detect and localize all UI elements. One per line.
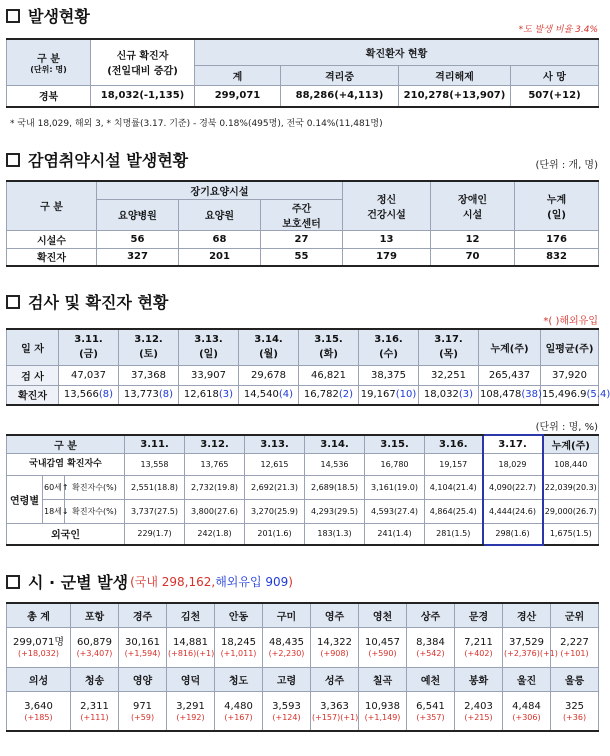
date-label: 3.16. [374, 334, 403, 346]
cell-tests: 29,678 [239, 365, 299, 385]
header-unit-label: (단위: 명) [30, 65, 67, 75]
label-18-under: 18세↓ [43, 499, 65, 523]
region-cell [455, 627, 503, 667]
region-increase: (+2,376)(+1) [504, 649, 558, 658]
foreign-value: (8) [98, 389, 114, 401]
cell-new-cases: 18,032(-1,135) [91, 85, 195, 107]
header-date: 3.12. [185, 435, 245, 453]
region-total: 325 [564, 700, 585, 712]
weekday-label: (토) [139, 349, 158, 361]
cell-domestic-highlight: 18,029 [483, 453, 543, 475]
region-name: 경산 [503, 603, 551, 627]
confirmed-value: 13,773 [123, 389, 159, 401]
header-cumulative: 확진환자 현황 [195, 39, 599, 65]
region-cell [551, 627, 599, 667]
foreign-value: (3) [218, 389, 234, 401]
header-cum-l2: (일) [547, 209, 566, 221]
region-increase: (+3,407) [76, 649, 113, 658]
date-label: 3.13. [194, 334, 223, 346]
region-total: 14,322 [317, 637, 352, 648]
header-isolation: 격리중 [281, 65, 399, 85]
cell-domestic: 14,536 [305, 453, 365, 475]
facility-unit: (단위 : 개, 명) [535, 160, 598, 171]
weekday-label: (화) [319, 349, 338, 361]
cell-confirmed-count: 832 [515, 248, 599, 266]
row-label-facilities: 시설수 [7, 230, 97, 248]
section-title-text: 감염취약시설 발생현황 [28, 151, 189, 170]
region-increase: (+167) [224, 712, 253, 722]
header-day-3 [239, 329, 299, 365]
cell-60-plus: 2,692(21.3) [245, 475, 305, 499]
cell-confirmed-count: 201 [179, 248, 261, 266]
cell-tests: 47,037 [59, 365, 119, 385]
region-name: 울진 [503, 667, 551, 691]
region-name: 영양 [119, 667, 167, 691]
header-new-sub: (전일대비 증감) [107, 66, 178, 78]
confirmed-value: 14,540 [243, 389, 279, 401]
regional-table [6, 602, 599, 732]
section-title-text: 발생현황 [28, 7, 90, 26]
region-name: 예천 [407, 667, 455, 691]
cell-18-under: 4,293(29.5) [305, 499, 365, 523]
foreign-value: (2) [338, 389, 354, 401]
region-name: 의성 [7, 667, 71, 691]
region-name: 봉화 [455, 667, 503, 691]
region-increase: (+192) [176, 712, 205, 722]
age-unit: (단위 : 명, %) [535, 422, 598, 433]
region-increase: (+306) [512, 712, 541, 722]
cell-domestic: 13,558 [125, 453, 185, 475]
weekday-label: (금) [79, 349, 98, 361]
cell-foreigners: 229(1.7) [125, 523, 185, 545]
cell-tests: 265,437 [479, 365, 541, 385]
cell-60-plus-highlight: 4,090(22.7) [483, 475, 543, 499]
header-disability [431, 181, 515, 230]
region-total: 3,363 [320, 700, 349, 712]
region-increase: (+59) [130, 712, 155, 722]
weekday-label: (월) [259, 349, 278, 361]
header-day-5 [359, 329, 419, 365]
region-cell [359, 627, 407, 667]
cell-confirmed [59, 385, 119, 405]
region-increase: (+124) [272, 712, 301, 722]
region-cell [71, 691, 119, 731]
header-dis-l2: 시설 [462, 209, 483, 221]
header-day-4 [299, 329, 359, 365]
cell-total: 299,071 [195, 85, 281, 107]
cell-foreigners: 183(1.3) [305, 523, 365, 545]
date-label: 3.14. [254, 334, 283, 346]
header-cumulative [515, 181, 599, 230]
checkbox-square-icon [6, 153, 20, 167]
cell-facility-count: 27 [261, 230, 343, 248]
header-cum-l1: 누계 [546, 194, 567, 206]
cell-facility-count: 13 [343, 230, 431, 248]
region-name: 고령 [263, 667, 311, 691]
cell-confirmed [541, 385, 610, 405]
label-count-pct: 확진자수(%) [65, 499, 125, 523]
region-cell [7, 691, 71, 731]
date-label: 3.11. [74, 334, 103, 346]
header-gubun-label: 구 분 [37, 54, 60, 66]
header-day-1 [119, 329, 179, 365]
region-total: 2,311 [80, 700, 109, 712]
cell-18-under: 4,864(25.4) [425, 499, 483, 523]
row-label-gyeongbuk: 경북 [7, 85, 91, 107]
cell-60-plus: 4,104(21.4) [425, 475, 483, 499]
weekday-label: (수) [379, 349, 398, 361]
cell-18-under: 29,000(26.7) [543, 499, 599, 523]
cell-domestic: 13,765 [185, 453, 245, 475]
date-label: 3.15. [314, 334, 343, 346]
row-label-domestic: 국내감염 확진자수 [7, 453, 125, 475]
header-new-label: 신규 확진자 [116, 51, 169, 63]
region-increase: (+1,011) [220, 649, 257, 658]
cell-tests: 37,368 [119, 365, 179, 385]
facility-table [6, 180, 599, 267]
region-cell [7, 627, 71, 667]
region-cell [551, 691, 599, 731]
region-increase: (+215) [464, 712, 493, 722]
cell-foreigners: 1,675(1.5) [543, 523, 599, 545]
region-cell [119, 627, 167, 667]
header-day-2 [179, 329, 239, 365]
cell-confirmed [479, 385, 541, 405]
region-increase: (+185) [24, 712, 53, 722]
cell-18-under: 4,593(27.4) [365, 499, 425, 523]
cell-facility-count: 68 [179, 230, 261, 248]
section-title-regional [6, 570, 293, 593]
confirmed-value: 12,618 [183, 389, 219, 401]
cell-domestic: 108,440 [543, 453, 599, 475]
region-increase: (+101) [560, 649, 589, 658]
ratio-note: *도 발생 비율 3.4% [518, 25, 598, 35]
region-name: 총 계 [7, 603, 71, 627]
foreign-value: (5.4) [586, 389, 610, 401]
header-date: 3.14. [305, 435, 365, 453]
region-increase: (+36) [562, 712, 587, 722]
region-cell [215, 627, 263, 667]
region-increase: (+157)(+1) [312, 712, 359, 722]
header-gubun: 구 분 [7, 435, 125, 453]
row-label-age: 연령별 [7, 475, 43, 523]
region-total: 14,881 [173, 637, 208, 648]
cell-facility-count: 56 [97, 230, 179, 248]
cell-confirmed [359, 385, 419, 405]
region-total: 48,435 [269, 637, 304, 648]
region-total: 3,593 [272, 700, 301, 712]
region-increase: (+908) [320, 649, 349, 658]
region-cell [407, 627, 455, 667]
cell-death: 507(+12) [511, 85, 599, 107]
region-cell [215, 691, 263, 731]
header-long-term-care: 장기요양시설 [97, 181, 343, 199]
header-date: 3.15. [365, 435, 425, 453]
confirmed-value: 19,167 [360, 389, 396, 401]
region-increase: (+2,230) [268, 649, 305, 658]
checkbox-square-icon [6, 9, 20, 23]
region-cell [455, 691, 503, 731]
region-total: 60,879 [77, 637, 112, 648]
cell-foreigners: 242(1.8) [185, 523, 245, 545]
header-nursing-home: 요양원 [179, 199, 261, 230]
confirmed-value: 13,566 [63, 389, 99, 401]
foreign-value: (10) [395, 389, 417, 401]
confirmed-value: 18,032 [423, 389, 459, 401]
header-date: 3.13. [245, 435, 305, 453]
cell-facility-count: 12 [431, 230, 515, 248]
header-weekly-cum: 누계(주) [479, 329, 541, 365]
region-name: 청도 [215, 667, 263, 691]
region-total: 299,071명 [12, 637, 64, 648]
region-total: 37,529 [509, 637, 544, 648]
cell-isolation: 88,286(+4,113) [281, 85, 399, 107]
foreign-value: (8) [158, 389, 174, 401]
row-label-confirmed: 확진자 [7, 248, 97, 266]
region-name: 포항 [71, 603, 119, 627]
header-day-care [261, 199, 343, 230]
region-name: 영주 [311, 603, 359, 627]
region-cell [71, 627, 119, 667]
header-daily-avg: 일평균(주) [541, 329, 599, 365]
header-day-6 [419, 329, 479, 365]
header-gubun: 구 분 [7, 181, 97, 230]
region-name: 문경 [455, 603, 503, 627]
subtitle-close: ) [288, 574, 293, 589]
region-name: 영덕 [167, 667, 215, 691]
region-increase: (+18,032) [18, 649, 59, 658]
header-release: 격리해제 [399, 65, 511, 85]
region-name: 울릉 [551, 667, 599, 691]
region-increase: (+357) [416, 712, 445, 722]
row-label-foreigners: 외국인 [7, 523, 125, 545]
cell-domestic: 12,615 [245, 453, 305, 475]
cell-tests: 32,251 [419, 365, 479, 385]
foreign-value: (38) [521, 389, 542, 401]
region-cell [263, 627, 311, 667]
row-label-confirmed: 확진자 [7, 385, 59, 405]
region-cell [407, 691, 455, 731]
cell-domestic: 19,157 [425, 453, 483, 475]
region-total: 2,227 [560, 637, 589, 648]
cell-foreigners: 281(1.5) [425, 523, 483, 545]
label-count-pct: 확진자수(%) [65, 475, 125, 499]
header-date: 3.11. [125, 435, 185, 453]
date-label: 3.17. [434, 334, 463, 346]
cell-domestic: 16,780 [365, 453, 425, 475]
checkbox-square-icon [6, 575, 20, 589]
region-cell [167, 627, 215, 667]
header-new-cases [91, 39, 195, 85]
region-increase: (+542) [416, 649, 445, 658]
region-total: 8,384 [416, 637, 445, 648]
domestic-subtitle: (국내 298,162, [130, 575, 216, 589]
cell-confirmed [419, 385, 479, 405]
cell-18-under: 3,270(25.9) [245, 499, 305, 523]
region-name: 영천 [359, 603, 407, 627]
cell-60-plus: 3,161(19.0) [365, 475, 425, 499]
region-total: 4,484 [512, 700, 541, 712]
cell-tests: 37,920 [541, 365, 599, 385]
cell-confirmed [299, 385, 359, 405]
region-total: 30,161 [125, 637, 160, 648]
cell-18-under-highlight: 4,444(24.6) [483, 499, 543, 523]
confirmed-value: 16,782 [303, 389, 339, 401]
cell-confirmed-count: 70 [431, 248, 515, 266]
section-title-facilities [6, 148, 188, 171]
foreign-subtitle: 해외유입 909 [215, 575, 289, 589]
header-date: 일 자 [7, 329, 59, 365]
region-total: 3,640 [24, 700, 53, 712]
row-label-tests: 검 사 [7, 365, 59, 385]
region-name: 상주 [407, 603, 455, 627]
region-name: 청송 [71, 667, 119, 691]
region-cell [167, 691, 215, 731]
cell-60-plus: 2,551(18.8) [125, 475, 185, 499]
region-total: 3,291 [176, 700, 205, 712]
header-day-l1: 주간 [291, 203, 312, 215]
region-name: 군위 [551, 603, 599, 627]
cell-18-under: 3,737(27.5) [125, 499, 185, 523]
region-total: 7,211 [464, 637, 493, 648]
region-increase: (+816)(+1) [168, 649, 215, 658]
status-table [6, 38, 599, 108]
header-death: 사 망 [511, 65, 599, 85]
region-total: 10,457 [365, 637, 400, 648]
region-increase: (+402) [464, 649, 493, 658]
cell-confirmed [239, 385, 299, 405]
header-mental-l2: 건강시설 [367, 209, 406, 221]
region-increase: (+1,594) [124, 649, 161, 658]
region-name: 성주 [311, 667, 359, 691]
region-increase: (+111) [80, 712, 109, 722]
weekday-label: (일) [199, 349, 218, 361]
header-mental-l1: 정신 [376, 194, 397, 206]
region-total: 18,245 [221, 637, 256, 648]
cell-confirmed-count: 327 [97, 248, 179, 266]
cell-60-plus: 2,689(18.5) [305, 475, 365, 499]
region-name: 칠곡 [359, 667, 407, 691]
foreign-value: (4) [278, 389, 294, 401]
cell-18-under: 3,800(27.6) [185, 499, 245, 523]
header-day-0 [59, 329, 119, 365]
region-cell [359, 691, 407, 731]
cell-confirmed [179, 385, 239, 405]
region-total: 6,541 [416, 700, 445, 712]
header-total: 계 [195, 65, 281, 85]
cell-tests: 38,375 [359, 365, 419, 385]
region-name: 경주 [119, 603, 167, 627]
header-gubun [7, 39, 91, 85]
region-cell [311, 627, 359, 667]
region-name: 김천 [167, 603, 215, 627]
fatality-footnote: * 국내 18,029, 해외 3, * 치명률(3.17. 기준) - 경북 0.18%(495명), 전국 0.14%(11,481명) [10, 119, 383, 129]
cell-tests: 46,821 [299, 365, 359, 385]
cell-release: 210,278(+13,907) [399, 85, 511, 107]
region-total: 4,480 [224, 700, 253, 712]
section-title-text: 시 · 군별 발생 [28, 573, 129, 592]
cell-foreigners: 201(1.6) [245, 523, 305, 545]
cell-facility-count: 176 [515, 230, 599, 248]
cell-60-plus: 2,732(19.8) [185, 475, 245, 499]
cell-foreigners: 241(1.4) [365, 523, 425, 545]
cell-60-plus: 22,039(20.3) [543, 475, 599, 499]
region-cell [263, 691, 311, 731]
label-60-plus: 60세↑ [43, 475, 65, 499]
region-cell [503, 627, 558, 667]
header-date: 3.16. [425, 435, 483, 453]
cell-tests: 33,907 [179, 365, 239, 385]
region-total: 971 [132, 700, 153, 712]
region-increase: (+590) [368, 649, 397, 658]
region-cell [119, 691, 167, 731]
checkbox-square-icon [6, 295, 20, 309]
cell-foreigners-highlight: 298(1.6) [483, 523, 543, 545]
header-dis-l1: 장애인 [458, 194, 488, 206]
header-weekly-cum: 누계(주) [543, 435, 599, 453]
confirmed-value: 108,478 [480, 389, 522, 401]
cell-confirmed-count: 55 [261, 248, 343, 266]
cell-confirmed-count: 179 [343, 248, 431, 266]
section-title-status [6, 4, 90, 27]
region-total: 10,938 [365, 700, 400, 712]
section-title-text: 검사 및 확진자 현황 [28, 293, 169, 312]
confirmed-value: 15,496.9 [542, 389, 587, 401]
region-total: 2,403 [464, 700, 493, 712]
header-nursing-hospital: 요양병원 [97, 199, 179, 230]
region-cell [311, 691, 359, 731]
section-title-tests [6, 290, 168, 313]
region-cell [503, 691, 551, 731]
age-table [6, 434, 599, 546]
header-mental-health [343, 181, 431, 230]
foreign-value: (3) [458, 389, 474, 401]
header-day-l2: 보호센터 [282, 218, 321, 230]
date-label: 3.12. [134, 334, 163, 346]
header-date-highlight: 3.17. [483, 435, 543, 453]
region-increase: (+1,149) [364, 712, 401, 722]
foreign-note: *( )해외유입 [543, 316, 598, 327]
tests-table [6, 328, 610, 406]
cell-confirmed [119, 385, 179, 405]
weekday-label: (목) [439, 349, 458, 361]
region-name: 안동 [215, 603, 263, 627]
region-name: 구미 [263, 603, 311, 627]
